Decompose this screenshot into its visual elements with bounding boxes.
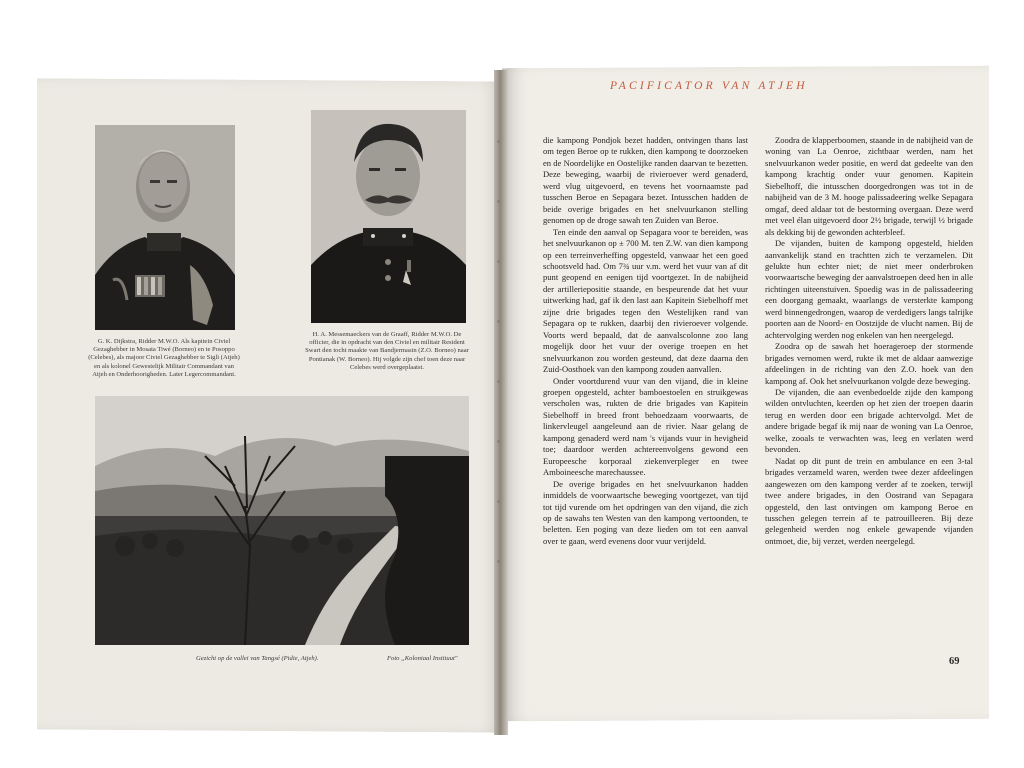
paragraph: Onder voortdurend vuur van den vijand, die in kleine groepen opgesteld, achter bamboestoelen en struikgewas verscholen was, rukten de drie brigades van Kapitein Siebelhoff in breed front behoedzaam voorwaarts, de linkervleugel aangeleund aan de rivier. Naar gelang de kampong genaderd werd nam 's vijands vuur in hevigheid toe; daardoor werden achtereenvolgens gewond een Europeesche korporaal ziekenverpleger en twee Amboineesche marechaussee. [543, 375, 748, 478]
page-number: 69 [949, 656, 960, 667]
text-column-1 [543, 135, 748, 547]
portrait2-caption: H. A. Messemaeckers van de Graaff, Ridder M.W.O. De officier, die in opdracht van den Civiel en militair Resident Swart den tocht maakte van Bandjermasin (Z.O. Borneo) naar Pontianak (W. Borneo). Hij volgde zijn chef toen deze naar Celebes werd overgeplaatst. [305, 331, 469, 371]
binding-holes [497, 140, 503, 620]
landscape-photo-tangse-valley [95, 396, 469, 645]
portrait-photo-messemaeckers [311, 110, 466, 323]
paragraph: Zoodra de klapperboomen, staande in de nabijheid van de woning van La Oenroe, zichtbaar werden, nam het snelvuurkanon weder positie, en werd dat gedeelte van den kampong krachtig onder vuur genomen. Kapitein Siebelhoff, die intusschen doorgedrongen was tot in de nabijheid van de 3 M. hooge palissadeering welke Sepagara omgaf, deed aldaar tot de bestorming overgaan. Deze werd met veel élan uitgevoerd door 2½ brigade, terwijl ½ brigade als dekking bij de gewonden achterbleef. [765, 135, 973, 237]
paragraph: De overige brigades en het snelvuurkanon hadden inmiddels de voorwaartsche beweging voortgezet, van tijd tot tijd vurende om het opdringen van den vijand, die zich op de sawahs ten Westen van den kampong vertoonden, te beletten. Een poging van deze lieden om tot een aanval over te gaan, werd evenens door vuur verijdeld. [543, 478, 748, 546]
landscape-caption: Gezicht op de vallei van Tangsé (Pidie, Atjeh). [196, 655, 319, 662]
running-head: PACIFICATOR VAN ATJEH [610, 80, 808, 92]
portrait1-caption: G. K. Dijkstra, Ridder M.W.O. Als kapitein Civiel Gezaghebber in Mosata Tiwé (Borneo) en te Posoppo (Celebes), als majoor Civiel Gezaghebber te Sigli (Atjeh) en als kolonel Gewestelijk Militair Commandant van Atjeh en Onderhoorigheden. Later Legercommandant. [88, 338, 240, 378]
portrait-photo-dijkstra [95, 125, 235, 330]
photo-credit: Foto „Koloniaal Instituut" [387, 655, 458, 662]
paragraph: Nadat op dit punt de trein en ambulance en een 3-tal brigades verzameld waren, werden twee dezer afdeelingen aangewezen om den kampong verder af te zoeken, terwijl twee andere brigades, in den Oostrand van Sepagara opgesteld, den last ontvingen om kampong Beroe en tusschen gelegen terrein af te patrouilleeren. Bij deze gelegenheid werden nog enkele gewapende vijanden ontmoet, die, bij verzet, werden neergelegd. [765, 455, 973, 546]
paragraph: De vijanden, die aan evenbedoelde zijde den kampong wilden ontvluchten, keerden op het zien der troepen daarin terug en werden door een brigade achtervolgd. Met de andere brigade begaf ik mij naar de woning van La Oenroe, welke, zooals te verwachten was, leeg en verlaten werd bevonden. [765, 386, 973, 455]
paragraph: De vijanden, buiten de kampong opgesteld, hielden aanvankelijk stand en trachtten zich te verzamelen. Dit gelukte hun echter niet; de niet meer onderbroken voorwaartsche beweging der aanvalstroepen deed hen in alle richtingen uiteenstuiven. Spoedig was in de palissadeering een doorgang gemaakt, waarlangs de versterkte kampong werd binnengedrongen, waarop de verdedigers langs talrijke poorten aan de Noord- en Oostzijde de vlucht namen. Bij de achtervolging werden nog enkelen van hen neergelegd. [765, 238, 973, 340]
text-column-2 [765, 135, 973, 547]
paragraph: Ten einde den aanval op Sepagara voor te bereiden, was het snelvuurkanon op ± 700 M. ten Z.W. van dien kampong op een terreinverheffing opgesteld, vanwaar het een goed schootsveld had. Om 7¾ uur v.m. werd het vuur van af dit punt geopend en eenigen tijd voortgezet. In de nabijheid der artilleriepositie staande, en bespeurende dat het vuur uitwerking had, gaf ik den last aan Kapitein Siebelhoff met zijne drie brigades tegen den Westelijken rand van Sepagara op te rukken, daarbij den rivieroever volgende. Voorts werd bepaald, dat de aanvalscolonne zoo lang mogelijk door het vuur der overige troepen en het snelvuurkanon zou worden gesteund, dat deze daarna den Zuid-Oosthoek van den kampong zouden aanvallen. [543, 226, 748, 375]
paragraph: Zoodra op de sawah het hoerageroep der stormende brigades vernomen werd, rukte ik met de aldaar aanwezige afdeelingen in de richting van den Z.O. hoek van den kampong af. Ook het snelvuurkanon volgde deze beweging. [765, 341, 973, 386]
paragraph: die kampong Pondjok bezet hadden, ontvingen thans last om tegen Beroe op te rukken, dien kampong te doorzoeken en de Noordelijke en Oostelijke randen daarvan te bezetten. Deze beweging, waarbij de rivieroever werd genaderd, werd vlug uitgevoerd, en tevens het voornaamste pad tusschen Beroe en Sepagara bezet. Intusschen hadden de beide overige brigades en het snelvuurkanon stelling genomen op de droge sawah ten Zuiden van Beroe. [543, 135, 748, 226]
